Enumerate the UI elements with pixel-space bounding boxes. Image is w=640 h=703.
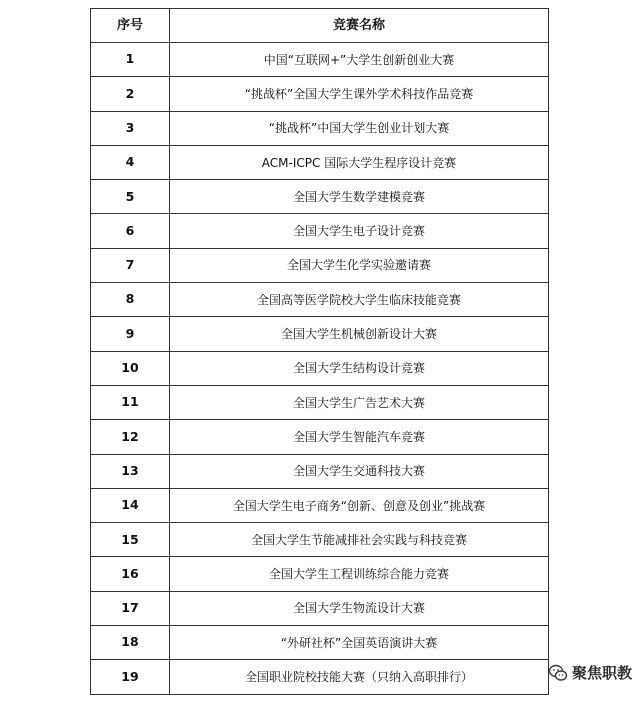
row-index: 17 — [91, 591, 170, 625]
table-row — [91, 111, 549, 145]
row-competition-name: 中国“互联网+”大学生创新创业大赛 — [170, 43, 549, 77]
table-row — [91, 557, 549, 591]
row-index: 8 — [91, 283, 170, 317]
table-row — [91, 420, 549, 454]
row-index: 2 — [91, 77, 170, 111]
table-row — [91, 180, 549, 214]
table-row — [91, 660, 549, 694]
row-index: 1 — [91, 43, 170, 77]
row-competition-name: 全国大学生结构设计竞赛 — [170, 351, 549, 385]
competition-table — [90, 8, 549, 695]
row-competition-name: 全国大学生电子设计竞赛 — [170, 214, 549, 248]
row-competition-name: “挑战杯”全国大学生课外学术科技作品竞赛 — [170, 77, 549, 111]
table-row — [91, 454, 549, 488]
table-row — [91, 385, 549, 419]
row-index: 9 — [91, 317, 170, 351]
row-index: 15 — [91, 523, 170, 557]
watermark — [548, 662, 632, 683]
table-row — [91, 317, 549, 351]
row-competition-name: 全国大学生广告艺术大赛 — [170, 385, 549, 419]
row-competition-name: ACM-ICPC 国际大学生程序设计竞赛 — [170, 145, 549, 179]
row-competition-name: 全国大学生交通科技大赛 — [170, 454, 549, 488]
row-index: 10 — [91, 351, 170, 385]
row-competition-name: 全国大学生化学实验邀请赛 — [170, 248, 549, 282]
row-competition-name: 全国大学生工程训练综合能力竞赛 — [170, 557, 549, 591]
table-row — [91, 351, 549, 385]
row-index: 14 — [91, 488, 170, 522]
row-competition-name: 全国大学生机械创新设计大赛 — [170, 317, 549, 351]
header-competition-name: 竞赛名称 — [170, 9, 549, 43]
row-index: 12 — [91, 420, 170, 454]
row-index: 11 — [91, 385, 170, 419]
row-index: 19 — [91, 660, 170, 694]
row-competition-name: 全国职业院校技能大赛（只纳入高职排行） — [170, 660, 549, 694]
row-competition-name: 全国大学生数学建模竞赛 — [170, 180, 549, 214]
table-row — [91, 591, 549, 625]
table-row — [91, 145, 549, 179]
row-index: 4 — [91, 145, 170, 179]
row-index: 5 — [91, 180, 170, 214]
table-row — [91, 523, 549, 557]
row-index: 13 — [91, 454, 170, 488]
row-competition-name: 全国大学生电子商务“创新、创意及创业”挑战赛 — [170, 488, 549, 522]
table-row — [91, 248, 549, 282]
table-row — [91, 488, 549, 522]
table-header-row — [91, 9, 549, 43]
table-row — [91, 214, 549, 248]
wechat-icon — [548, 663, 568, 683]
row-index: 18 — [91, 626, 170, 660]
row-competition-name: “外研社杯”全国英语演讲大赛 — [170, 626, 549, 660]
table-row — [91, 283, 549, 317]
row-competition-name: 全国高等医学院校大学生临床技能竞赛 — [170, 283, 549, 317]
row-competition-name: “挑战杯”中国大学生创业计划大赛 — [170, 111, 549, 145]
row-index: 3 — [91, 111, 170, 145]
table-row — [91, 626, 549, 660]
row-competition-name: 全国大学生物流设计大赛 — [170, 591, 549, 625]
watermark-text: 聚焦职教 — [571, 664, 632, 682]
table-row — [91, 43, 549, 77]
row-index: 6 — [91, 214, 170, 248]
header-index: 序号 — [91, 9, 170, 43]
row-index: 7 — [91, 248, 170, 282]
table-row — [91, 77, 549, 111]
row-competition-name: 全国大学生智能汽车竞赛 — [170, 420, 549, 454]
row-competition-name: 全国大学生节能减排社会实践与科技竞赛 — [170, 523, 549, 557]
row-index: 16 — [91, 557, 170, 591]
